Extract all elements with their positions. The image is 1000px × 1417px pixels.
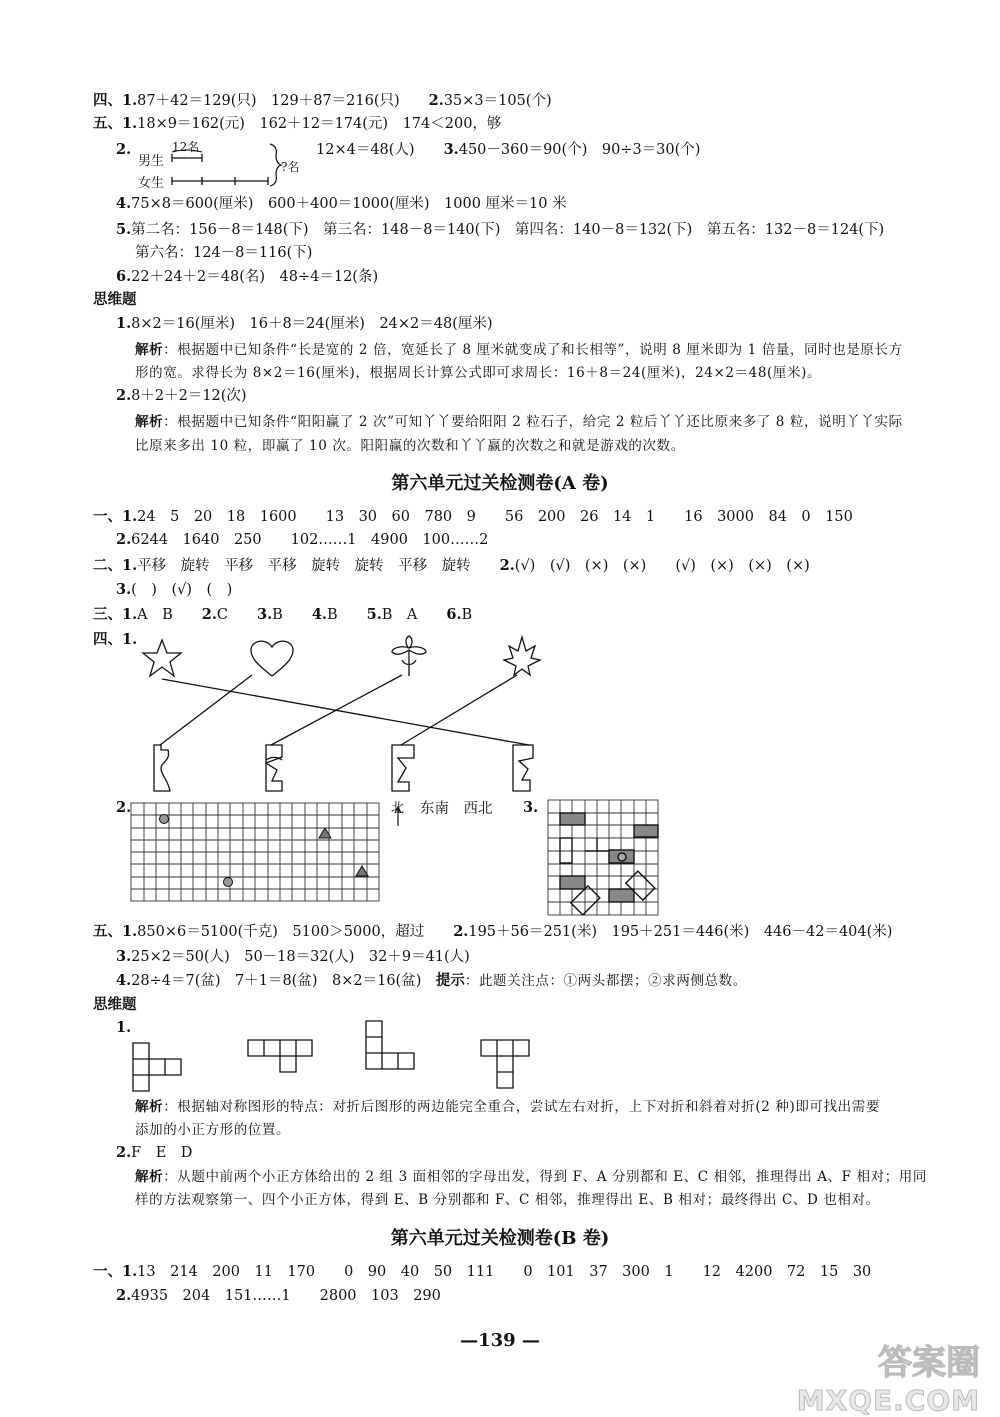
girls-label: 女生: [138, 176, 165, 191]
section-label: 思维题: [93, 291, 137, 308]
line: 样的方法观察第一、四个小正方体，得到 E、B 分别都和 F、C 相邻，推理得出 E、B 相对；最终得出 C、D 也相对。: [135, 1192, 880, 1208]
line: 五、1.18×9＝162(元) 162＋12＝174(元) 174＜200，够: [93, 115, 502, 132]
line: 6.22＋24＋2＝48(名) 48÷4＝12(条): [116, 268, 379, 285]
square-shape: [248, 1040, 312, 1072]
section-label: 思维题: [93, 996, 137, 1013]
line: 四、1.: [93, 631, 138, 648]
line: 四、1.87＋42＝129(只) 129＋87＝216(只) 2.35×3＝105(个): [93, 92, 552, 109]
boys-label: 男生: [138, 154, 165, 169]
line: 解析：根据题中已知条件“长是宽的 2 倍，宽延长了 8 厘米就变成了和长相等”，说明 8 厘米即为 1 倍量，同时也是原长方: [135, 342, 903, 358]
page-number: —139 —: [460, 1330, 540, 1351]
line: 2.6244 1640 250 102……1 4900 100……2: [116, 531, 489, 548]
square-shape: [133, 1043, 181, 1091]
watermark-top: 答案圈: [878, 1343, 980, 1383]
line: 解析：根据轴对称图形的特点：对折后图形的两边能完全重合，尝试左右对折，上下对折和斜着对折(2 种)即可找出需要: [135, 1099, 880, 1115]
heading-b: 第六单元过关检测卷(B 卷): [390, 1228, 610, 1249]
heading-a: 第六单元过关检测卷(A 卷): [391, 473, 609, 494]
line: 4.75×8＝600(厘米) 600＋400＝1000(厘米) 1000 厘米＝10 米: [116, 195, 567, 212]
compass-answer: 东南 西北: [420, 801, 493, 817]
line: 2.4935 204 151……1 2800 103 290: [116, 1287, 441, 1304]
count-label: 12名: [172, 140, 200, 154]
line: 12×4＝48(人) 3.450－360＝90(个) 90÷3＝30(个): [316, 141, 701, 158]
square-shape: [366, 1021, 414, 1069]
line: 三、1.A B 2.C 3.B 4.B 5.B A 6.B: [93, 606, 473, 623]
line: 比原来多出 10 粒，即赢了 10 次。阳阳赢的次数和丫丫赢的次数之和就是游戏的次数。: [135, 438, 685, 454]
line: 解析：根据题中已知条件“阳阳赢了 2 次”可知丫丫要给阳阳 2 粒石子，给完 2 粒后丫丫还比原来多了 8 粒，说明丫丫实际: [135, 414, 903, 430]
line: 第六名：124－8＝116(下): [135, 245, 313, 261]
watermark-bottom: MXQE.COM: [796, 1384, 980, 1417]
line: 一、1.13 214 200 11 170 0 90 40 50 111 0 101 37 300 1 12 4200 72 15 30: [93, 1263, 872, 1280]
line: 2.F E D: [116, 1144, 193, 1161]
line: 3.25×2＝50(人) 50－18＝32(人) 32＋9＝41(人): [116, 948, 470, 965]
line: 3.( ) (√) ( ): [116, 581, 233, 598]
line: 添加的小正方形的位置。: [135, 1122, 291, 1138]
line: 一、1.24 5 20 18 1600 13 30 60 780 9 56 200 26 14 1 16 3000 84 0 150: [93, 508, 853, 525]
question-3-label: 3.: [523, 799, 539, 816]
square-shape: [481, 1040, 529, 1088]
line: 五、1.850×6＝5100(千克) 5100＞5000，超过 2.195＋56＝251(米) 195＋251＝446(米) 446－42＝404(米): [93, 923, 893, 940]
line: 1.8×2＝16(厘米) 16＋8＝24(厘米) 24×2＝48(厘米): [116, 315, 493, 332]
compass-north: 北: [391, 801, 405, 816]
line: 二、1.平移 旋转 平移 平移 旋转 旋转 平移 旋转 2.(√) (√) (×) (×) (√) (×) (×) (×): [93, 557, 810, 574]
line: 1.: [116, 1019, 132, 1036]
line: 2.: [116, 799, 132, 816]
question-label: ?名: [281, 160, 300, 174]
line: 解析：从题中前两个小正方体给出的 2 组 3 面相邻的字母出发，得到 F、A 分别都和 E、C 相邻，推理得出 A、F 相对；用同: [135, 1169, 928, 1185]
line: 形的宽。求得长为 8×2＝16(厘米)，根据周长计算公式即可求周长：16＋8＝24(厘米)，24×2＝48(厘米)。: [135, 365, 822, 381]
line: 5.第二名：156－8＝148(下) 第三名：148－8＝140(下) 第四名：140－8＝132(下) 第五名：132－8＝124(下): [116, 221, 885, 238]
watermark-logo: [797, 1335, 980, 1417]
line: 2.: [116, 141, 132, 158]
line: 4.28÷4＝7(盆) 7＋1＝8(盆) 8×2＝16(盆) 提示：此题关注点：①两头都摆；②求两侧总数。: [116, 972, 747, 989]
line: 2.8＋2＋2＝12(次): [116, 387, 247, 404]
